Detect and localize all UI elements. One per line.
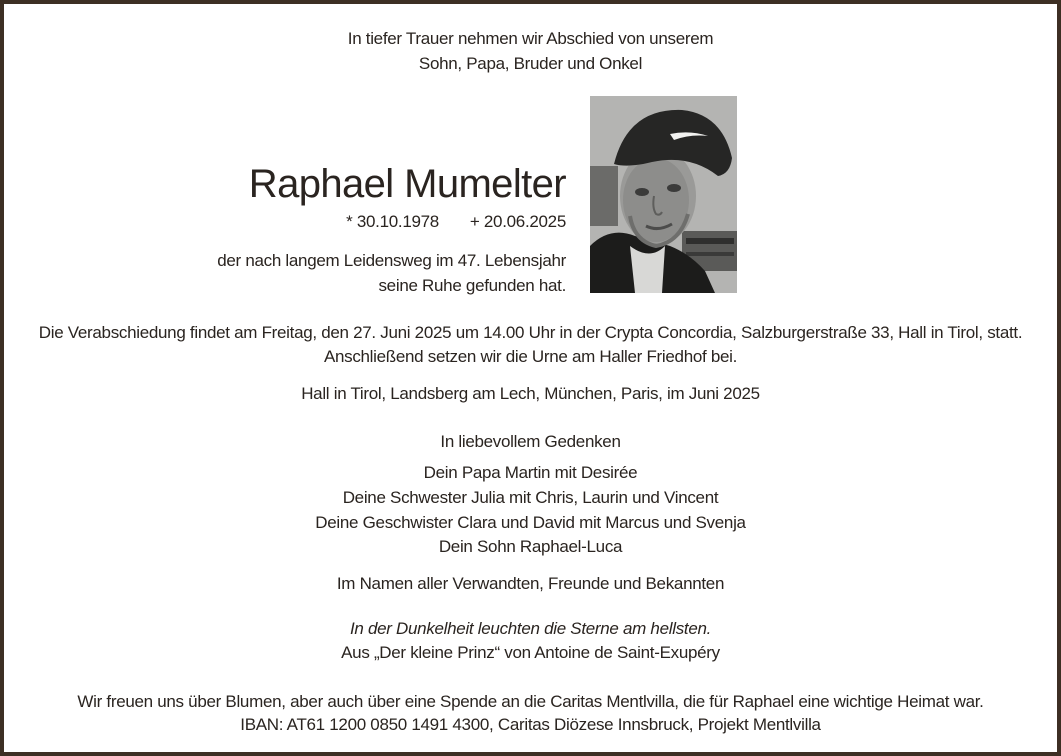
mourner-line: Dein Sohn Raphael-Luca	[438, 537, 623, 556]
place-and-date: Hall in Tirol, Landsberg am Lech, München, Paris, im Juni 2025	[301, 384, 760, 403]
death-date: 20.06.2025	[483, 212, 566, 231]
intro-line-1: In tiefer Trauer nehmen wir Abschied von unserem	[347, 29, 714, 48]
ceremony-line-1: Die Verabschiedung findet am Freitag, den 27. Juni 2025 um 14.00 Uhr in der Crypta Concordia, Salzburgerstraße 33, Hall in Tirol, statt.	[38, 323, 1023, 342]
intro-line-2: Sohn, Papa, Bruder und Onkel	[418, 54, 643, 73]
mourner-line: Deine Geschwister Clara und David mit Marcus und Svenja	[315, 513, 746, 532]
mourner-line: Dein Papa Martin mit Desirée	[423, 463, 638, 482]
birth-date: 30.10.1978	[356, 212, 439, 231]
description-line-2: seine Ruhe gefunden hat.	[378, 276, 566, 295]
description-line-1: der nach langem Leidensweg im 47. Lebensjahr	[217, 251, 566, 270]
mourner-line: Deine Schwester Julia mit Chris, Laurin und Vincent	[342, 488, 719, 507]
portrait-photo	[590, 96, 737, 293]
mourners-intro: In liebevollem Gedenken	[440, 432, 621, 451]
quote-source: Aus „Der kleine Prinz“ von Antoine de Saint-Exupéry	[341, 643, 720, 662]
deceased-name: Raphael Mumelter	[248, 162, 566, 206]
donation-line-2: IBAN: AT61 1200 0850 1491 4300, Caritas Diözese Innsbruck, Projekt Mentlvilla	[240, 715, 821, 734]
donation-line-1: Wir freuen uns über Blumen, aber auch über eine Spende an die Caritas Mentlvilla, die für Raphael eine wichtige Heimat war.	[77, 692, 984, 711]
ceremony-line-2: Anschließend setzen wir die Urne am Haller Friedhof bei.	[323, 347, 738, 366]
birth-symbol: *	[346, 212, 353, 231]
death-symbol: +	[469, 212, 480, 231]
life-dates	[346, 212, 566, 232]
quote-text: In der Dunkelheit leuchten die Sterne am hellsten.	[349, 619, 712, 638]
mourners-closing: Im Namen aller Verwandten, Freunde und Bekannten	[336, 574, 725, 593]
